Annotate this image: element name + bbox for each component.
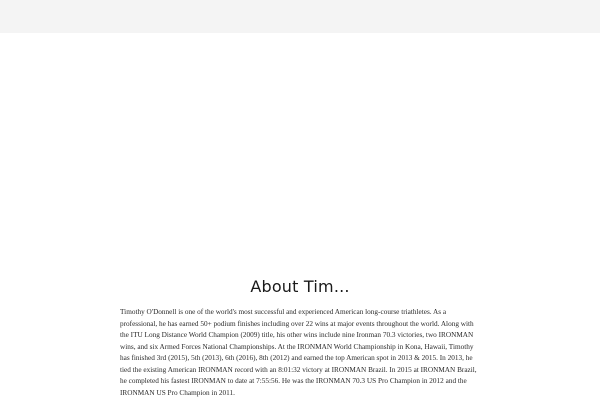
about-bio-paragraph: Timothy O'Donnell is one of the world's most successful and experienced American long-course triathletes. As a professional, he has earned 50+ podium finishes including over 22 wins at major events throughout the world. Along with the ITU Long Distance World Champion (2009) title, his other wins include nine Ironman 70.3 victories, two IRONMAN wins, and six Armed Forces National Championships. At the IRONMAN World Championship in Kona, Hawaii, Timothy has finished 3rd (2015), 5th (2013), 6th (2016), 8th (2012) and earned the top American spot in 2013 & 2015. In 2013, he tied the existing American IRONMAN record with an 8:01:32 victory at IRONMAN Brazil. In 2015 at IRONMAN Brazil, he completed his fastest IRONMAN to date at 7:55:56. He was the IRONMAN 70.3 US Pro Champion in 2012 and the IRONMAN US Pro Champion in 2011. <box>120 308 477 397</box>
about-heading: About Tim... <box>250 277 350 296</box>
hero-image-area <box>0 33 600 268</box>
about-section <box>0 268 600 400</box>
top-navigation-bar <box>0 0 600 33</box>
